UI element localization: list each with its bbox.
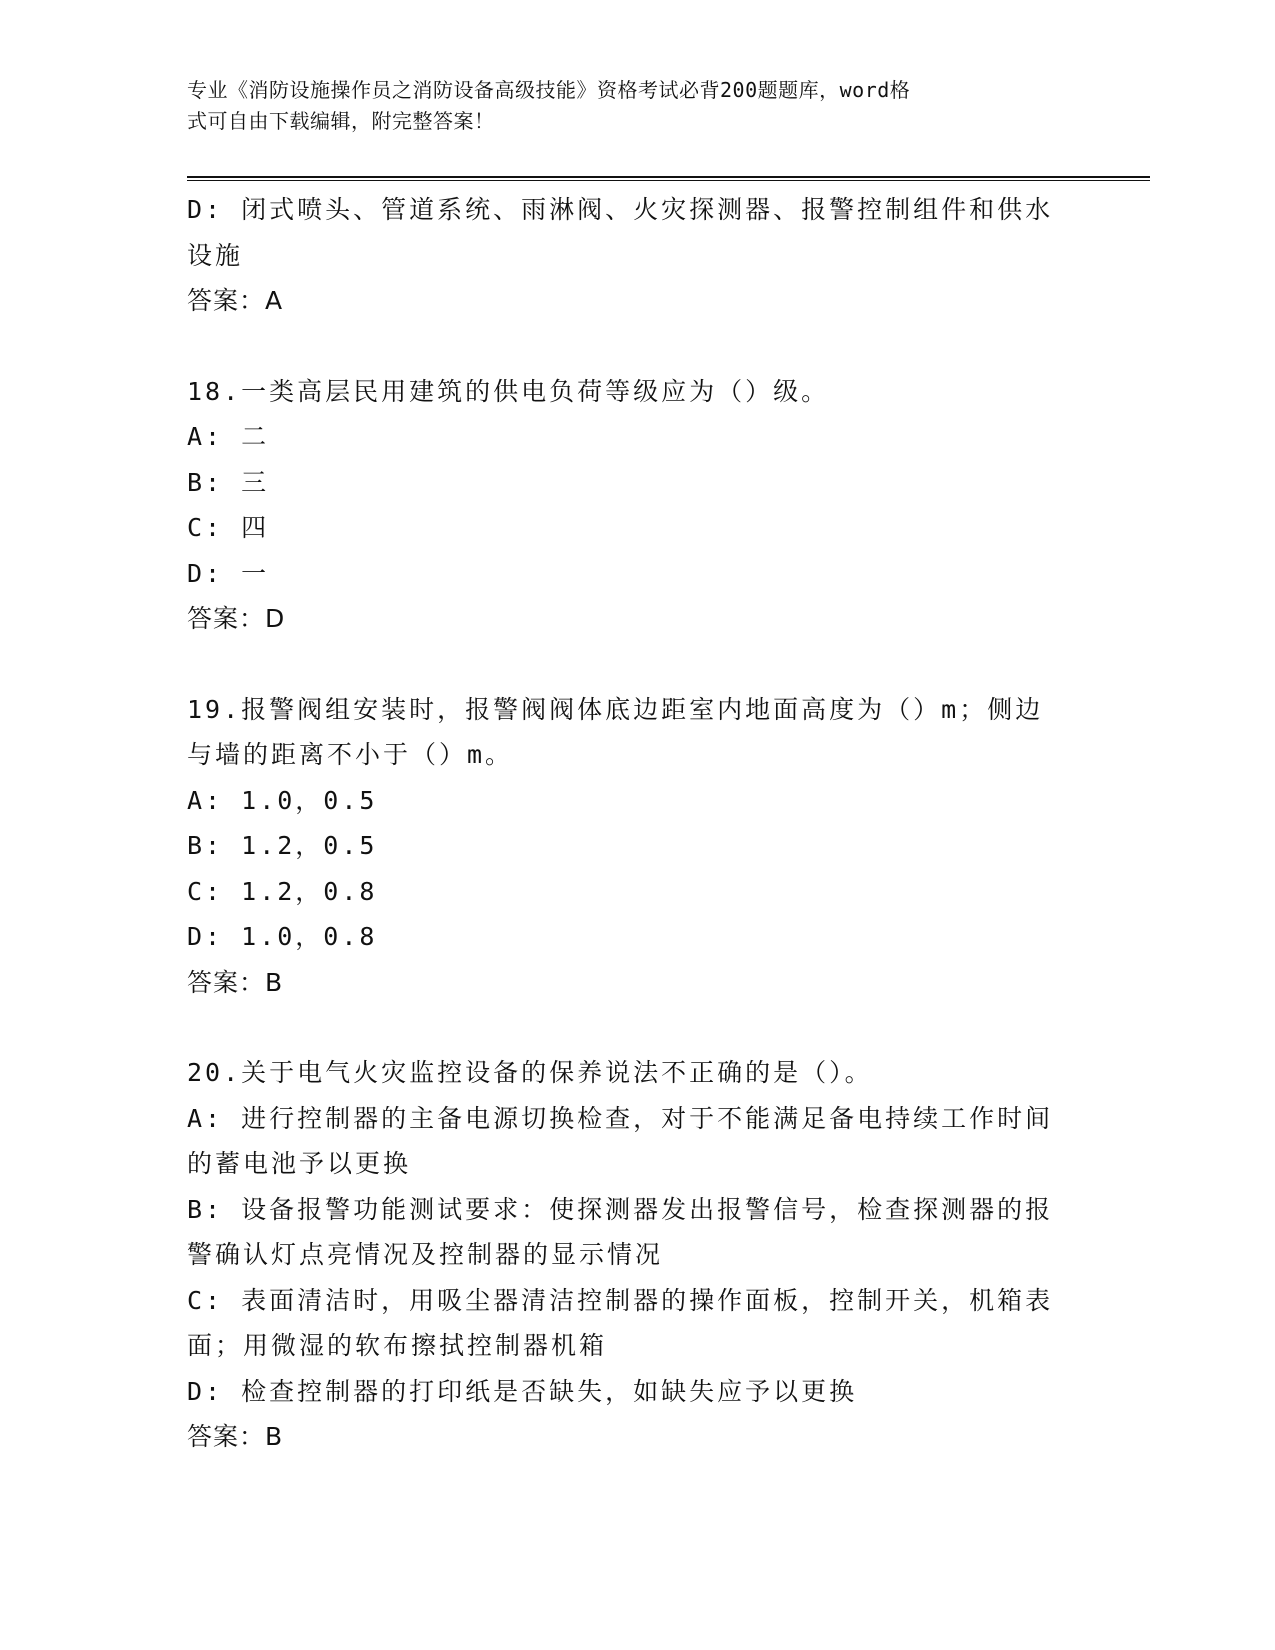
question-20 (187, 1050, 1077, 1460)
header-line-2: 式可自由下载编辑，附完整答案！ (187, 109, 495, 133)
option-a: A: 1.0，0.5 (187, 785, 378, 815)
option-a: A: 二 (187, 422, 270, 451)
option-b: B: 1.2，0.5 (187, 831, 378, 860)
option-c-line-2: 面；用微湿的软布擦拭控制器机箱 (187, 1331, 608, 1360)
option-c: C: 四 (187, 513, 270, 542)
option-b-line-1: B: 设备报警功能测试要求：使探测器发出报警信号，检查探测器的报 (187, 1194, 1054, 1224)
option-c: C: 1.2，0.8 (187, 876, 378, 906)
option-d-line-1: D: 闭式喷头、管道系统、雨淋阀、火灾探测器、报警控制组件和供水 (187, 195, 1054, 224)
header-divider (187, 176, 1150, 181)
answer: 答案：B (187, 1422, 284, 1451)
answer: 答案：B (187, 967, 284, 997)
option-d: D: 一 (187, 558, 270, 588)
option-a-line-2: 的蓄电池予以更换 (187, 1149, 412, 1178)
question-19 (187, 687, 1077, 1006)
question-stem: 18.一类高层民用建筑的供电负荷等级应为（）级。 (187, 376, 830, 406)
document-header (187, 75, 1077, 137)
option-b: B: 三 (187, 467, 270, 497)
header-line-1: 专业《消防设施操作员之消防设备高级技能》资格考试必背200题题库，word格 (187, 78, 911, 102)
question-stem-line-1: 19.报警阀组安装时，报警阀阀体底边距室内地面高度为（）m；侧边 (187, 694, 1044, 724)
question-17-tail (187, 187, 1077, 324)
option-a-line-1: A: 进行控制器的主备电源切换检查，对于不能满足备电持续工作时间 (187, 1103, 1054, 1133)
question-stem-line-2: 与墙的距离不小于（）m。 (187, 740, 514, 769)
option-c-line-1: C: 表面清洁时，用吸尘器清洁控制器的操作面板，控制开关，机箱表 (187, 1285, 1054, 1315)
option-b-line-2: 警确认灯点亮情况及控制器的显示情况 (187, 1240, 664, 1269)
answer: 答案：D (187, 604, 286, 633)
question-18 (187, 369, 1077, 642)
option-d: D: 1.0，0.8 (187, 922, 378, 951)
document-body (187, 187, 1077, 1460)
option-d: D: 检查控制器的打印纸是否缺失，如缺失应予以更换 (187, 1376, 858, 1406)
answer: 答案：A (187, 286, 284, 315)
question-stem: 20.关于电气火灾监控设备的保养说法不正确的是（）。 (187, 1058, 873, 1087)
option-d-line-2: 设施 (187, 240, 244, 270)
